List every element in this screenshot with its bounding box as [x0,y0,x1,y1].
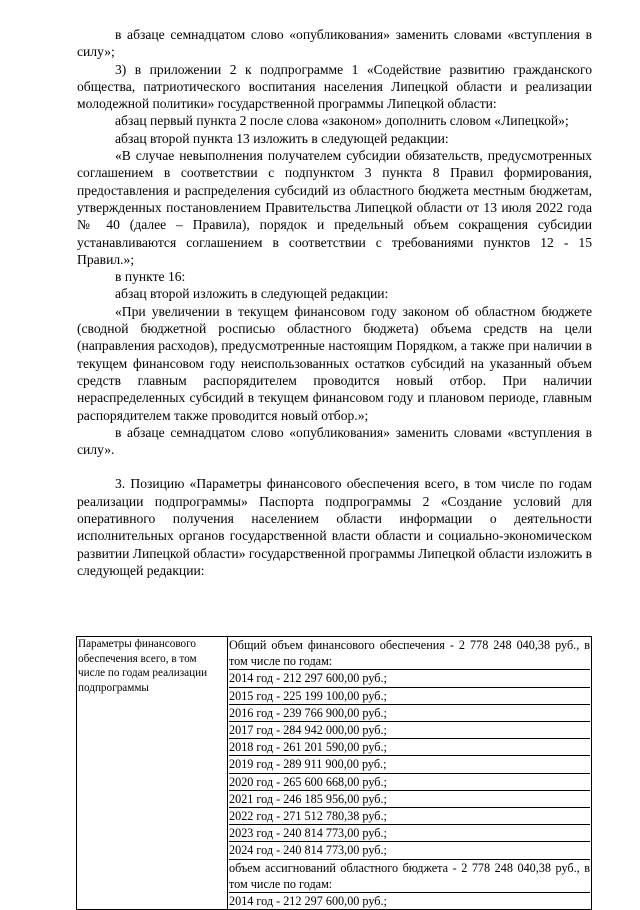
table-values-cell [228,637,592,910]
table-value-line: 2020 год - 265 600 668,00 руб.; [229,774,590,791]
table-value-line: 2019 год - 289 911 900,00 руб.; [229,756,590,773]
table-value-line: 2014 год - 212 297 600,00 руб.; [229,894,387,909]
paragraph-10: 3. Позицию «Параметры финансового обеспечения всего, в том числе по годам реализации подпрограммы» Паспорта подпрограммы 2 «Создание условий для оперативного получения населением области информации о деятельности исполнительных органов государственной власти области и социально-экономическом развитии Липецкой области» государственной программы Липецкой области изложить в следующей редакции: [77,476,592,578]
paragraph-1: в абзаце семнадцатом слово «опубликования» заменить словами «вступления в силу»; [77,27,592,60]
paragraph-spacer [77,458,592,475]
paragraph-9: в абзаце семнадцатом слово «опубликования» заменить словами «вступления в силу». [77,424,592,458]
table-value-line: 2023 год - 240 814 773,00 руб.; [229,825,590,842]
table-row [77,637,592,910]
table-value-line: объем ассигнований областного бюджета - 2 778 248 040,38 руб., в том числе по годам: [229,860,590,893]
table-value-line: 2022 год - 271 512 780,38 руб.; [229,808,590,825]
table-value-line: 2021 год - 246 185 956,00 руб.; [229,791,590,808]
table-value-line: Общий объем финансового обеспечения - 2 778 248 040,38 руб., в том числе по годам: [229,637,590,670]
paragraph-5: «В случае невыполнения получателем субсидии обязательств, предусмотренных соглашением в соответствии с подпунктом 3 пункта 8 Правил формирования, предоставления и распределения субсидий из областного бюджета местным бюджетам, утвержденных постановлением Правительства Липецкой области от 13 июля 2022 года № 40 (далее – Правила), порядок и предельный объем сокращения субсидии устанавливаются соглашением в соответствии с требованиями пунктов 12 - 15 Правил.»; [77,148,592,267]
table-value-line: 2016 год - 239 766 900,00 руб.; [229,705,590,722]
table-value-line: 2015 год - 225 199 100,00 руб.; [229,688,590,705]
paragraph-7: абзац второй изложить в следующей редакции: [115,286,389,302]
table-value-line: 2024 год - 240 814 773,00 руб.; [229,842,590,859]
table-label-cell: Параметры финансового обеспечения всего, в том числе по годам реализации подпрограммы [77,637,228,910]
table-value-line: 2017 год - 284 942 000,00 руб.; [229,722,590,739]
paragraph-3: абзац первый пункта 2 после слова «законом» дополнить словом «Липецкой»; [115,113,569,129]
paragraph-8: «При увеличении в текущем финансовом году законом об областном бюджете (сводной бюджетной росписью областного бюджета) объема средств на цели (направления расходов), предусмотренные настоящим Порядком, а также при наличии в текущем финансовом году неиспользованных остатков субсидий на указанный объем средств главным распорядителем проводится новый отбор. При наличии нераспределенных субсидий в текущем финансовом году и плановом периоде, главным распорядителем также проводится новый отбор.»; [77,303,592,423]
table-value-line: 2018 год - 261 201 590,00 руб.; [229,739,590,756]
paragraph-6: в пункте 16: [115,269,186,285]
paragraph-2: 3) в приложении 2 к подпрограмме 1 «Содействие развитию гражданского общества, патриотического воспитания населения Липецкой области и реализации молодежной политики» государственной программы Липецкой области: [77,61,592,112]
document-page [77,26,592,579]
table-value-line: 2014 год - 212 297 600,00 руб.; [229,670,590,687]
paragraph-4: абзац второй пункта 13 изложить в следующей редакции: [115,130,449,146]
financing-table [76,636,592,910]
